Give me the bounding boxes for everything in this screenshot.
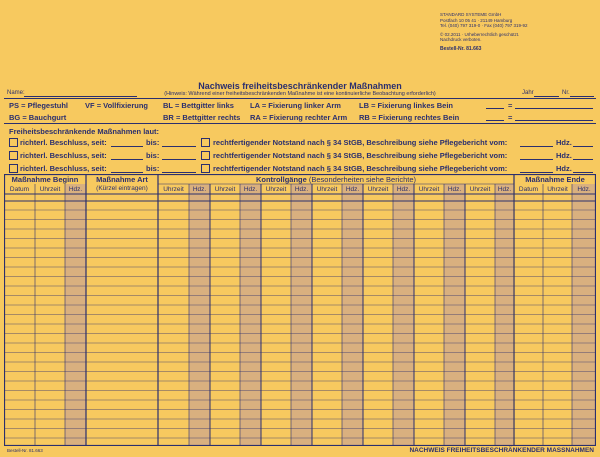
col-hdz: Hdz.	[68, 186, 83, 193]
table-grid	[4, 174, 596, 446]
col-time: Uhrzeit	[39, 186, 61, 193]
legend-text: = Bettgitter links	[174, 101, 234, 110]
custom-code-field[interactable]	[486, 120, 504, 121]
legend-text: = Fixierung linkes Bein	[371, 101, 453, 110]
record-table	[4, 174, 596, 446]
legend-text: = Pflegestuhl	[21, 101, 68, 110]
col-time: Uhrzeit	[547, 186, 568, 193]
legend-item	[163, 101, 234, 110]
nr-label: Nr.	[562, 90, 570, 96]
custom-text-field[interactable]	[515, 108, 593, 109]
legend-item	[163, 113, 240, 122]
until-label: bis:	[146, 164, 160, 173]
legend-text: = Bettgitter rechts	[175, 113, 241, 122]
emergency-checkbox[interactable]	[201, 164, 210, 173]
legend-item	[9, 113, 66, 122]
legend-item	[359, 113, 459, 122]
resolution-checkbox[interactable]	[9, 164, 18, 173]
emergency-label: rechtfertigender Notstand nach § 34 StGB, Beschreibung siehe Pflegebericht vom:	[213, 164, 508, 173]
col-time: Uhrzeit	[469, 186, 491, 193]
legend-code: PS	[9, 101, 20, 110]
until-date-field[interactable]	[162, 159, 196, 160]
custom-text-field[interactable]	[515, 120, 593, 121]
until-label: bis:	[146, 151, 160, 160]
report-date-field[interactable]	[520, 172, 553, 173]
col-hdz: Hdz.	[294, 186, 309, 193]
col-hdz: Hdz.	[497, 186, 512, 193]
hdz-label: Hdz.	[556, 164, 572, 173]
emergency-checkbox[interactable]	[201, 151, 210, 160]
resolution-label: richterl. Beschluss, seit:	[20, 164, 107, 173]
footer-order-number: Bestell-Nr. 81.663	[7, 448, 43, 453]
publisher-line: Postfach 10 05 41 · 21149 Hamburg	[440, 17, 513, 23]
divider	[4, 123, 596, 124]
divider	[4, 98, 596, 99]
legend-code: BR	[163, 113, 174, 122]
legend-text: = Fixierung rechtes Bein	[371, 113, 460, 122]
legend-item	[85, 101, 148, 110]
legend-code: LA	[250, 101, 260, 110]
report-date-field[interactable]	[520, 146, 553, 147]
hdz-label: Hdz.	[556, 138, 572, 147]
legend-code: RA	[250, 113, 261, 122]
group-end-header: Maßnahme Ende	[525, 175, 585, 184]
resolution-label: richterl. Beschluss, seit:	[20, 151, 107, 160]
col-hdz: Hdz.	[192, 186, 207, 193]
year-field[interactable]	[534, 96, 559, 97]
col-hdz: Hdz.	[447, 186, 462, 193]
col-date: Datum	[9, 186, 30, 193]
group-checks-title: Kontrollgänge	[255, 175, 307, 184]
resolution-checkbox[interactable]	[9, 151, 18, 160]
legend-item	[250, 101, 341, 110]
resolution-checkbox[interactable]	[9, 138, 18, 147]
legend-item	[9, 101, 68, 110]
legend-code: RB	[359, 113, 370, 122]
form-title: Nachweis freiheitsbeschränkender Maßnahmen	[198, 81, 402, 91]
col-time: Uhrzeit	[316, 186, 338, 193]
hdz-label: Hdz.	[556, 151, 572, 160]
order-number: Bestell-Nr. 81.663	[440, 45, 482, 52]
resolution-date-field[interactable]	[111, 172, 143, 173]
nr-field[interactable]	[570, 96, 594, 97]
until-date-field[interactable]	[162, 146, 196, 147]
signature-field[interactable]	[573, 172, 593, 173]
name-label: Name:	[7, 90, 25, 96]
group-type-header: Maßnahme Art	[96, 175, 148, 184]
form-hint: (Hinweis: Während einer freiheitsbeschränkenden Maßnahme ist eine kontinuierliche Beobachtung erforderlich)	[164, 91, 436, 97]
emergency-checkbox[interactable]	[201, 138, 210, 147]
group-begin-header: Maßnahme Beginn	[11, 175, 79, 184]
publisher-line: STANDARD SYSTEME GmbH	[440, 12, 502, 17]
signature-field[interactable]	[573, 146, 593, 147]
col-time: Uhrzeit	[367, 186, 389, 193]
until-label: bis:	[146, 138, 160, 147]
publisher-line: Nachdruck verboten.	[440, 37, 482, 42]
emergency-label: rechtfertigender Notstand nach § 34 StGB, Beschreibung siehe Pflegebericht vom:	[213, 138, 508, 147]
legend-text: = Bauchgurt	[22, 113, 67, 122]
col-hdz: Hdz.	[577, 186, 591, 193]
col-hdz: Hdz.	[396, 186, 411, 193]
year-label: Jahr	[522, 90, 534, 96]
legend-text: = Fixierung linker Arm	[261, 101, 341, 110]
signature-field[interactable]	[573, 159, 593, 160]
legend-code: VF	[85, 101, 95, 110]
publisher-info	[440, 12, 528, 52]
equals-sign: =	[508, 101, 513, 110]
equals-sign: =	[508, 113, 513, 122]
publisher-line: © 02.2011 · Urheberrechtlich geschützt.	[440, 31, 520, 37]
col-date: Datum	[518, 186, 539, 193]
legend-text: = Vollfixierung	[96, 101, 149, 110]
resolution-label: richterl. Beschluss, seit:	[20, 138, 107, 147]
report-date-field[interactable]	[520, 159, 553, 160]
publisher-line: Tel. (040) 797 319-0 · Fax (040) 797 319-92	[440, 23, 528, 28]
legend-code: BG	[9, 113, 21, 122]
custom-code-field[interactable]	[486, 108, 504, 109]
col-time: Uhrzeit	[418, 186, 440, 193]
group-type-subheader: (Kürzel eintragen)	[96, 185, 148, 192]
legend-code: BL	[163, 101, 173, 110]
resolution-date-field[interactable]	[111, 146, 143, 147]
legend-item	[250, 113, 347, 122]
footer-title: NACHWEIS FREIHEITSBESCHRÄNKENDER MASSNAHMEN	[409, 447, 594, 454]
col-time: Uhrzeit	[214, 186, 236, 193]
name-field[interactable]	[24, 96, 137, 97]
emergency-label: rechtfertigender Notstand nach § 34 StGB, Beschreibung siehe Pflegebericht vom:	[213, 151, 508, 160]
group-checks-subtitle: (Besonderheiten siehe Berichte)	[308, 175, 417, 184]
col-hdz: Hdz.	[345, 186, 360, 193]
until-date-field[interactable]	[162, 172, 196, 173]
legend-item	[359, 101, 453, 110]
legend-code: LB	[359, 101, 369, 110]
col-time: Uhrzeit	[163, 186, 184, 193]
measures-heading: Freiheitsbeschränkende Maßnahmen laut:	[9, 127, 160, 136]
col-hdz: Hdz.	[243, 186, 258, 193]
col-time: Uhrzeit	[265, 186, 287, 193]
legend-text: = Fixierung rechter Arm	[262, 113, 348, 122]
group-checks-header	[158, 175, 514, 184]
resolution-date-field[interactable]	[111, 159, 143, 160]
